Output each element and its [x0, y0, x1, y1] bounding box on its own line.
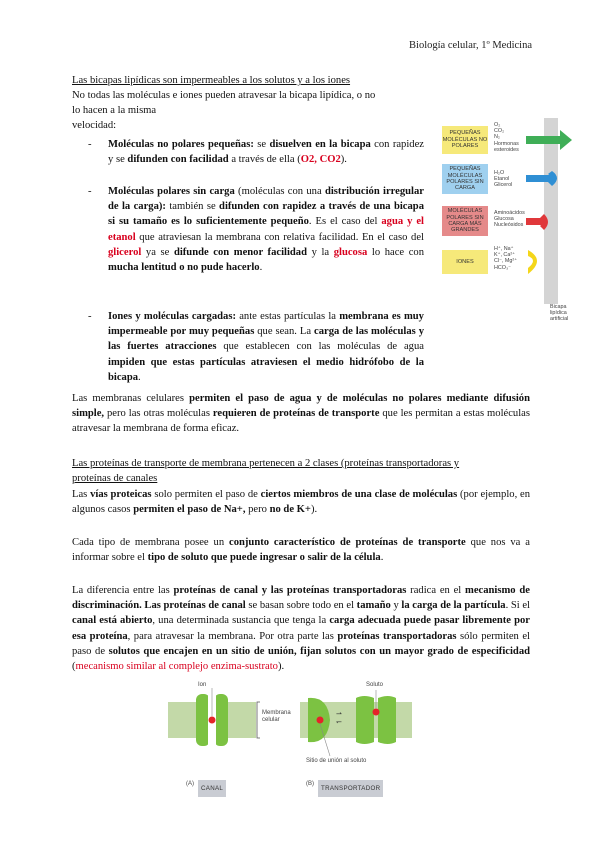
green-arrow-head [560, 130, 572, 150]
tag-channel: CANAL [198, 780, 226, 797]
course-header: Biología celular, 1º Medicina [409, 40, 532, 51]
membrane-paragraph: Las membranas celulares permiten el paso de agua y de moléculas no polares mediante difusión simple, pero las otras moléculas requieren de proteínas de transporte que les permitan a estas moléculas atravesar la membrana de forma eficaz. [72, 393, 530, 435]
bullet-dash: - [88, 186, 92, 197]
yellow-arrow-curve [528, 250, 537, 274]
intro-line-3: velocidad: [72, 120, 117, 131]
list-polar-large: Aminoácidos Glucosa Nucleósidos [494, 210, 525, 229]
box-nonpolar: PEQUEÑAS MOLÉCULAS NO POLARES [442, 126, 488, 154]
bullet-dash: - [88, 139, 92, 150]
section1-title: Las bicapas lipídicas son impermeables a los solutos y a los iones [72, 75, 351, 86]
bullet-dash: - [88, 311, 92, 322]
channel-transporter-diagram [160, 676, 420, 776]
bullet-polar-uncharged: Moléculas polares sin carga (moléculas con una distribución irregular de la carga): también se difunden con rapidez a través de una bicapa si su tamaño es lo suficientemente pequeño. Es el caso del agua y el etanol que atraviesan la membrana con relativa facilidad. En el caso del glicerol ya se difunde con menor facilidad y la glucosa lo hace con mucha lentitud o no pude hacerlo. [108, 186, 424, 274]
tag-transporter: TRANSPORTADOR [318, 780, 383, 797]
ion-dot [209, 717, 216, 724]
label-a: (A) [186, 781, 194, 787]
permeability-figure [442, 118, 572, 328]
protein-pathways-paragraph: Las vías proteicas solo permiten el paso de ciertos miembros de una clase de moléculas (por ejemplo, en algunos casos permiten el paso de Na+, pero no de K+). [72, 489, 531, 516]
section2-title-line2: proteínas de canales [72, 473, 158, 484]
solute-label: Soluto [366, 682, 384, 688]
membrane-bracket [257, 702, 260, 738]
box-ions: IONES [442, 250, 488, 274]
equilibrium-arrow-top: ⇀ [336, 710, 342, 718]
label-b: (B) [306, 781, 314, 787]
bullet-ions: Iones y moléculas cargadas: ante estas partículas la membrana es muy impermeable por muy pequeñas que sean. La carga de las moléculas y las fuertes atracciones que establecen con las moléculas de agua impiden que estas partículas atraviesen el medio hidrófobo de la bicapa. [108, 311, 424, 383]
binding-site-label: Sitio de unión al soluto [306, 758, 367, 764]
ion-label: Ion [198, 682, 207, 688]
lipid-bilayer [544, 118, 558, 304]
channel-transporter-figure [160, 676, 420, 796]
bullet-nonpolar: Moléculas no polares pequeñas: se disuelven en la bicapa con rapidez y se difunden con facilidad a través de ella (O2, CO2). [108, 139, 425, 166]
list-polar-small: H₂O Etanol Glicerol [494, 170, 513, 189]
intro-line-1: No todas las moléculas e iones pueden atravesar la bicapa lipídica, o no [72, 90, 376, 101]
transporter-right-a [356, 696, 374, 744]
intro-line-2: lo hacen a la misma [72, 105, 157, 116]
box-polar-small: PEQUEÑAS MOLÉCULAS POLARES SIN CARGA [442, 164, 488, 194]
box-polar-large: MOLÉCULAS POLARES SIN CARGA MÁS GRANDES [442, 206, 488, 236]
membrane-label: Membrana celular [262, 710, 291, 723]
solute-dot-left [317, 717, 324, 724]
blue-arrow-shaft [526, 175, 552, 182]
transporter-right-b [378, 696, 396, 744]
difference-paragraph: La diferencia entre las proteínas de canal y las proteínas transportadoras radica en el mecanismo de discriminación. Las proteínas de canal se basan sobre todo en el tamaño y la carga de la partícula. Si el canal está abierto, una determinada sustancia que tenga la carga adecuada puede pasar libremente por esa proteína, para atravesar la membrana. Por otra parte las proteínas transportadoras sólo permiten el paso de solutos que encajen en un sitio de unión, fijan solutos con un mayor grado de especificidad (mecanismo similar al complejo enzima-sustrato). [72, 585, 531, 673]
equilibrium-arrow-bottom: ↽ [336, 718, 342, 726]
channel-right-half [214, 694, 228, 746]
section2-title-line1: Las proteínas de transporte de membrana pertenecen a 2 clases (proteínas transportadoras y [72, 458, 460, 469]
membrane-type-paragraph: Cada tipo de membrana posee un conjunto característico de proteínas de transporte que nos va a informar sobre el tipo de soluto que puede ingresar o salir de la célula. [72, 537, 530, 564]
channel-left-half [196, 694, 210, 746]
list-ions: H⁺, Na⁺ K⁺, Ca²⁺ Cl⁻, Mg²⁺ HCO₃⁻ [494, 246, 518, 271]
solute-dot-right [373, 709, 380, 716]
bilayer-caption: Bicapa lipídica artificial [550, 304, 569, 323]
green-arrow-shaft [526, 136, 560, 144]
list-nonpolar: O₂ CO₂ N₂ Hormonas esteroides [494, 122, 519, 153]
